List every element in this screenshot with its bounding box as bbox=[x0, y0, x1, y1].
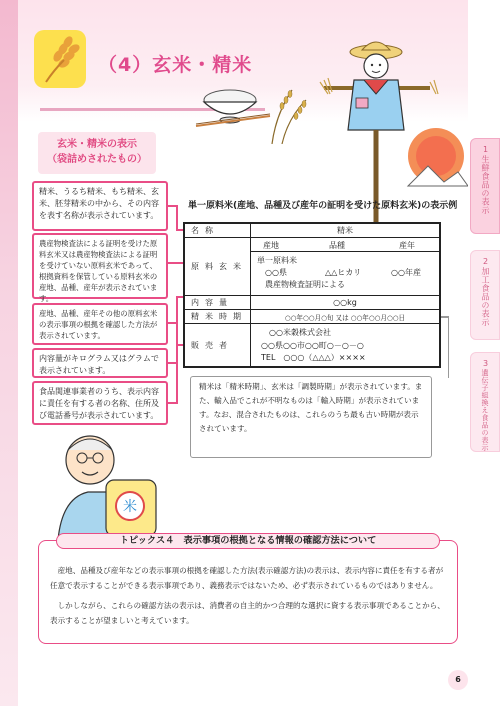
label-table-title: 単一原料米(産地、品種及び産年の証明を受けた原料玄米)の表示例 bbox=[188, 201, 458, 211]
note-method: 産地、品種、産年その他の原料玄米の表示事項の根拠を確認した方法が表示されています。 bbox=[32, 303, 168, 345]
connector-line bbox=[176, 205, 178, 230]
page-title: （4）玄米・精米 bbox=[98, 54, 253, 76]
note-seller: 食品関連事業者のうち、表示内容に責任を有する者の名称、住所及び電話番号が表示されています。 bbox=[32, 381, 168, 425]
tab-fresh-food[interactable]: 1 生鮮食品の表示 bbox=[470, 138, 500, 234]
table-row: 精米時期 ○○年○○月○旬 又は ○○年○○月○○日 bbox=[185, 310, 439, 324]
connector-line bbox=[168, 402, 176, 404]
connector-line bbox=[168, 322, 176, 324]
connector-line bbox=[448, 316, 449, 378]
topic-paragraph-1: 産地、品種及び産年などの表示事項の根拠を確認した方法(表示確認方法)の表示は、表示内容に責任を有する者が任意で表示することができる表示事項であり、義務表示ではないため、必ず表示されているものではありません。 bbox=[50, 566, 444, 590]
table-row: 販売者 ○○米穀株式会社 ○○県○○市○○町○－○－○ TEL ○○○（△△△）×××× bbox=[185, 324, 439, 366]
topic-body bbox=[50, 564, 450, 634]
scarecrow-illustration bbox=[318, 36, 468, 222]
bag-kanji: 米 bbox=[123, 499, 137, 515]
table-row: 名称 精米 bbox=[185, 224, 439, 238]
page-number: 6 bbox=[448, 670, 468, 690]
note-raw-rice: 農産物検査法による証明を受けた原料玄米又は農産物検査法による証明を受けていない原料玄米であって、根拠資料を保管している原料玄米の産地、品種、産年が表示されています。 bbox=[32, 233, 168, 299]
topic-title: トピックス４ 表示事項の根拠となる情報の確認方法について bbox=[56, 533, 440, 549]
raw-rice-subheaders: 産地 品種 産年 bbox=[251, 238, 439, 252]
left-decor-bar bbox=[0, 0, 18, 706]
table-row: 内容量 ○○kg bbox=[185, 296, 439, 310]
connector-line bbox=[168, 262, 184, 264]
tab-gm-food[interactable]: 3 遺伝子組換え食品の表示 bbox=[470, 352, 500, 452]
connector-line bbox=[168, 205, 176, 207]
farmer-illustration bbox=[44, 420, 168, 540]
tab-processed-food[interactable]: 2 加工食品の表示 bbox=[470, 250, 500, 340]
section-heading: 玄米・精米の表示 （袋詰めされたもの） bbox=[38, 132, 156, 174]
rice-plant-illustration bbox=[262, 84, 322, 144]
label-example-table bbox=[183, 222, 441, 368]
date-info-note: 精米は「精米時期」、玄米は「調製時期」が表示されています。また、輸入品でこれが不明なものは「輸入時期」が表示されています。なお、混合されたものは、これらのうち最も古い時期が表示されています。 bbox=[190, 376, 432, 458]
rice-bowl-illustration bbox=[192, 86, 272, 128]
note-name: 精米、うるち精米、もち精米、玄米、胚芽精米の中から、その内容を表す名称が表示されています。 bbox=[32, 181, 168, 231]
note-volume: 内容量がキログラム又はグラムで表示されています。 bbox=[32, 348, 168, 378]
connector-line bbox=[168, 362, 176, 364]
wheat-icon bbox=[34, 30, 86, 88]
connector-line bbox=[176, 344, 178, 404]
topic-paragraph-2: しかしながら、これらの確認方法の表示は、消費者の自主的かつ合理的な選択に資する表示事項であることから、表示することが望ましいと考えています。 bbox=[50, 601, 445, 625]
table-row: 原料玄米 産地 品種 産年 単一原料米 ○○県 △△ヒカリ ○○年産 農産物検査証明による bbox=[185, 238, 439, 296]
